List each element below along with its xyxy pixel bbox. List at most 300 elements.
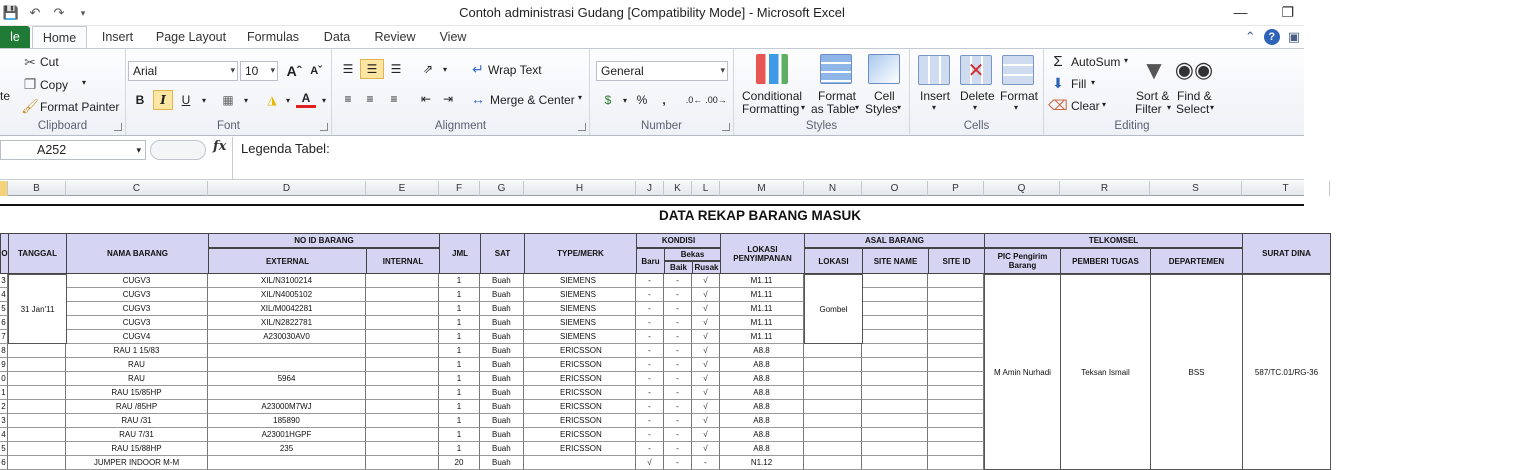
cell-lokasi[interactable]	[804, 414, 862, 428]
minimize-icon[interactable]: —	[1233, 4, 1248, 20]
cell-type-merk[interactable]: SIEMENS	[524, 302, 636, 316]
cell-jml[interactable]: 1	[439, 302, 480, 316]
cell-no[interactable]: 7	[0, 330, 8, 344]
cell-baik[interactable]: -	[664, 344, 692, 358]
cell-jml[interactable]: 1	[439, 330, 480, 344]
cell-jml[interactable]: 1	[439, 316, 480, 330]
cell-lokasi-penyimpanan[interactable]: A8.8	[720, 372, 804, 386]
column-header-p[interactable]: P	[928, 181, 984, 196]
cell-site-id[interactable]	[928, 414, 984, 428]
cell-site-id[interactable]	[928, 386, 984, 400]
align-bottom-icon[interactable]: ☰	[390, 62, 402, 76]
alignment-launcher-icon[interactable]	[578, 123, 586, 131]
cell-baik[interactable]: -	[664, 428, 692, 442]
cell-sat[interactable]: Buah	[480, 302, 524, 316]
cell-external[interactable]	[208, 386, 366, 400]
cell-external[interactable]	[208, 456, 366, 470]
cell-site-id[interactable]	[928, 344, 984, 358]
cell-site-name[interactable]	[862, 442, 928, 456]
cell-internal[interactable]	[366, 302, 439, 316]
cell-baru[interactable]: -	[636, 302, 664, 316]
cell-baru[interactable]: -	[636, 330, 664, 344]
format-painter-button[interactable]: Format Painter	[40, 100, 120, 114]
cell-lokasi[interactable]	[804, 344, 862, 358]
wrap-text-button[interactable]: Wrap Text	[488, 63, 542, 77]
cell-sat[interactable]: Buah	[480, 428, 524, 442]
sort-filter-line2[interactable]: Filter	[1135, 102, 1162, 116]
cell-sat[interactable]: Buah	[480, 456, 524, 470]
merged-surat[interactable]: 587/TC.01/RG-36	[1242, 274, 1331, 470]
cell-lokasi-penyimpanan[interactable]: A8.8	[720, 344, 804, 358]
cell-external[interactable]: 185890	[208, 414, 366, 428]
delete-cells-button[interactable]: Delete	[960, 89, 995, 103]
name-box[interactable]	[0, 140, 146, 160]
column-header-d[interactable]: D	[208, 181, 366, 196]
insert-function-icon[interactable]: fx	[213, 139, 227, 154]
cell-type-merk[interactable]: ERICSSON	[524, 386, 636, 400]
cell-jml[interactable]: 20	[439, 456, 480, 470]
column-header-c[interactable]: C	[66, 181, 208, 196]
cell-site-id[interactable]	[928, 442, 984, 456]
column-header-l[interactable]: L	[692, 181, 720, 196]
cell-tanggal[interactable]	[8, 442, 66, 456]
formula-bar-splitter[interactable]	[150, 140, 206, 160]
cell-nama-barang[interactable]: RAU 1 15/83	[66, 344, 208, 358]
cell-sat[interactable]: Buah	[480, 372, 524, 386]
font-color-icon[interactable]: A	[296, 90, 316, 108]
cell-lokasi[interactable]	[804, 442, 862, 456]
cell-lokasi-penyimpanan[interactable]: M1.11	[720, 316, 804, 330]
tab-file[interactable]: le	[0, 26, 30, 48]
cell-baru[interactable]: -	[636, 316, 664, 330]
cell-rusak[interactable]: √	[692, 344, 720, 358]
find-select-line2[interactable]: Select	[1176, 102, 1210, 116]
cell-jml[interactable]: 1	[439, 400, 480, 414]
insert-cells-button[interactable]: Insert	[920, 89, 951, 103]
cell-baik[interactable]: -	[664, 358, 692, 372]
cell-external[interactable]: A230030AV0	[208, 330, 366, 344]
underline-icon[interactable]: U	[181, 93, 191, 107]
format-as-table-line2[interactable]: as Table	[811, 102, 856, 116]
conditional-formatting-line2[interactable]: Formatting	[742, 102, 800, 116]
cell-no[interactable]: 1	[0, 386, 8, 400]
cell-no[interactable]: 8	[0, 344, 8, 358]
align-middle-icon[interactable]: ☰	[360, 59, 384, 79]
cell-site-id[interactable]	[928, 330, 984, 344]
cell-no[interactable]: 4	[0, 288, 8, 302]
cell-site-id[interactable]	[928, 456, 984, 470]
cell-nama-barang[interactable]: RAU /85HP	[66, 400, 208, 414]
cell-baru[interactable]: -	[636, 414, 664, 428]
cell-baru[interactable]: -	[636, 386, 664, 400]
cell-sat[interactable]: Buah	[480, 330, 524, 344]
cell-site-name[interactable]	[862, 414, 928, 428]
cell-baik[interactable]: -	[664, 274, 692, 288]
cell-type-merk[interactable]: SIEMENS	[524, 288, 636, 302]
tab-view[interactable]: View	[439, 30, 467, 44]
cell-site-id[interactable]	[928, 428, 984, 442]
cell-jml[interactable]: 1	[439, 288, 480, 302]
cell-no[interactable]: 5	[0, 302, 8, 316]
cell-sat[interactable]: Buah	[480, 274, 524, 288]
cell-no[interactable]: 6	[0, 456, 8, 470]
cell-internal[interactable]	[366, 344, 439, 358]
column-header-n[interactable]: N	[804, 181, 862, 196]
cell-baru[interactable]: -	[636, 274, 664, 288]
cell-baik[interactable]: -	[664, 386, 692, 400]
cell-type-merk[interactable]: SIEMENS	[524, 316, 636, 330]
column-header-a[interactable]	[0, 181, 8, 196]
merged-lokasi[interactable]: Gombel	[804, 274, 863, 344]
clipboard-launcher-icon[interactable]	[114, 123, 122, 131]
cell-lokasi[interactable]	[804, 456, 862, 470]
cell-baik[interactable]: -	[664, 400, 692, 414]
cell-site-name[interactable]	[862, 386, 928, 400]
cell-type-merk[interactable]: ERICSSON	[524, 358, 636, 372]
cell-no[interactable]: 5	[0, 442, 8, 456]
cell-type-merk[interactable]: ERICSSON	[524, 442, 636, 456]
cell-site-name[interactable]	[862, 372, 928, 386]
cell-type-merk[interactable]: ERICSSON	[524, 414, 636, 428]
cell-baik[interactable]: -	[664, 316, 692, 330]
cell-type-merk[interactable]: SIEMENS	[524, 330, 636, 344]
font-launcher-icon[interactable]	[320, 123, 328, 131]
column-header-t[interactable]: T	[1242, 181, 1330, 196]
cell-baik[interactable]: -	[664, 330, 692, 344]
cell-jml[interactable]: 1	[439, 358, 480, 372]
cell-external[interactable]: XIL/N2822781	[208, 316, 366, 330]
italic-icon[interactable]: I	[153, 90, 173, 110]
decrease-decimal-icon[interactable]: .00→	[705, 95, 727, 105]
cell-lokasi-penyimpanan[interactable]: A8.8	[720, 386, 804, 400]
cell-lokasi[interactable]	[804, 428, 862, 442]
merge-dropdown-icon[interactable]: ▾	[578, 93, 583, 102]
align-center-icon[interactable]: ≡	[366, 92, 374, 106]
restore-icon[interactable]: ❐	[1281, 4, 1294, 20]
cell-rusak[interactable]: √	[692, 288, 720, 302]
cell-no[interactable]: 4	[0, 428, 8, 442]
cell-lokasi-penyimpanan[interactable]: M1.11	[720, 330, 804, 344]
merged-departemen[interactable]: BSS	[1150, 274, 1243, 470]
cell-baik[interactable]: -	[664, 456, 692, 470]
cell-rusak[interactable]: √	[692, 386, 720, 400]
cell-site-name[interactable]	[862, 274, 928, 288]
cell-type-merk[interactable]: SIEMENS	[524, 274, 636, 288]
cell-site-name[interactable]	[862, 330, 928, 344]
cell-rusak[interactable]: √	[692, 274, 720, 288]
tab-formulas[interactable]: Formulas	[246, 30, 300, 44]
cell-nama-barang[interactable]: RAU 7/31	[66, 428, 208, 442]
copy-dropdown-icon[interactable]: ▾	[82, 78, 87, 87]
cell-rusak[interactable]: √	[692, 400, 720, 414]
cell-internal[interactable]	[366, 372, 439, 386]
cell-jml[interactable]: 1	[439, 414, 480, 428]
conditional-formatting-line1[interactable]: Conditional	[742, 89, 803, 103]
comma-style-icon[interactable]: ,	[662, 93, 666, 107]
cell-internal[interactable]	[366, 288, 439, 302]
align-top-icon[interactable]: ☰	[342, 62, 354, 76]
borders-dropdown-icon[interactable]: ▾	[243, 95, 248, 105]
fill-color-icon[interactable]: ◮	[267, 93, 277, 107]
cell-internal[interactable]	[366, 386, 439, 400]
cell-no[interactable]: 6	[0, 316, 8, 330]
column-header-j[interactable]: J	[636, 181, 664, 196]
cell-lokasi-penyimpanan[interactable]: A8.8	[720, 358, 804, 372]
cell-lokasi-penyimpanan[interactable]: A8.8	[720, 414, 804, 428]
format-as-table-line1[interactable]: Format	[818, 89, 857, 103]
accounting-format-icon[interactable]: $	[604, 93, 612, 107]
cell-baik[interactable]: -	[664, 414, 692, 428]
cell-internal[interactable]	[366, 274, 439, 288]
cell-internal[interactable]	[366, 428, 439, 442]
cell-lokasi[interactable]	[804, 400, 862, 414]
save-icon[interactable]: 💾	[2, 5, 20, 20]
column-header-r[interactable]: R	[1060, 181, 1150, 196]
cell-baru[interactable]: -	[636, 344, 664, 358]
cell-site-id[interactable]	[928, 372, 984, 386]
cell-external[interactable]	[208, 344, 366, 358]
cell-type-merk[interactable]: ERICSSON	[524, 344, 636, 358]
grow-font-icon[interactable]: Aˆ	[286, 63, 302, 79]
cell-nama-barang[interactable]: CUGV3	[66, 274, 208, 288]
cell-external[interactable]	[208, 358, 366, 372]
cell-type-merk[interactable]	[524, 456, 636, 470]
cell-lokasi-penyimpanan[interactable]: M1.11	[720, 302, 804, 316]
cell-internal[interactable]	[366, 330, 439, 344]
autosum-button[interactable]: AutoSum	[1071, 55, 1121, 69]
number-format-select[interactable]	[596, 61, 728, 81]
decrease-indent-icon[interactable]: ⇤	[420, 92, 432, 106]
cell-external[interactable]: XIL/N4005102	[208, 288, 366, 302]
column-header-s[interactable]: S	[1150, 181, 1242, 196]
cell-site-name[interactable]	[862, 302, 928, 316]
minimize-ribbon-icon[interactable]: ⌃	[1244, 29, 1256, 44]
cell-nama-barang[interactable]: CUGV3	[66, 316, 208, 330]
cell-site-name[interactable]	[862, 316, 928, 330]
cell-external[interactable]: XIL/M0042281	[208, 302, 366, 316]
fill-button[interactable]: Fill	[1071, 77, 1087, 91]
window-restore-small-icon[interactable]: ▣	[1287, 29, 1300, 44]
font-name-select[interactable]	[128, 61, 238, 81]
column-header-m[interactable]: M	[720, 181, 804, 196]
help-icon[interactable]: ?	[1264, 29, 1280, 45]
column-header-g[interactable]: G	[480, 181, 524, 196]
cell-site-name[interactable]	[862, 428, 928, 442]
column-header-q[interactable]: Q	[984, 181, 1060, 196]
customize-qat-icon[interactable]: ▾	[80, 7, 86, 18]
cell-jml[interactable]: 1	[439, 344, 480, 358]
cell-tanggal[interactable]	[8, 428, 66, 442]
column-header-h[interactable]: H	[524, 181, 636, 196]
orientation-icon[interactable]: ⇗	[422, 62, 434, 76]
cell-lokasi-penyimpanan[interactable]: A8.8	[720, 400, 804, 414]
cell-sat[interactable]: Buah	[480, 442, 524, 456]
cell-sat[interactable]: Buah	[480, 414, 524, 428]
tab-data[interactable]: Data	[323, 30, 351, 44]
cell-site-name[interactable]	[862, 344, 928, 358]
cell-nama-barang[interactable]: CUGV3	[66, 288, 208, 302]
cell-jml[interactable]: 1	[439, 442, 480, 456]
tab-page-layout[interactable]: Page Layout	[155, 30, 227, 44]
cell-rusak[interactable]: -	[692, 456, 720, 470]
cell-sat[interactable]: Buah	[480, 316, 524, 330]
merged-pemberi-tugas[interactable]: Teksan Ismail	[1060, 274, 1151, 470]
cell-nama-barang[interactable]: CUGV3	[66, 302, 208, 316]
cell-internal[interactable]	[366, 316, 439, 330]
cell-tanggal[interactable]	[8, 414, 66, 428]
align-right-icon[interactable]: ≡	[390, 92, 398, 106]
cell-lokasi-penyimpanan[interactable]: N1.12	[720, 456, 804, 470]
cell-rusak[interactable]: √	[692, 358, 720, 372]
cell-lokasi[interactable]	[804, 386, 862, 400]
fill-color-dropdown-icon[interactable]: ▾	[285, 95, 290, 105]
borders-icon[interactable]: ▦	[222, 93, 234, 107]
cell-lokasi-penyimpanan[interactable]: A8.8	[720, 442, 804, 456]
cell-lokasi-penyimpanan[interactable]: A8.8	[720, 428, 804, 442]
cell-baru[interactable]: -	[636, 288, 664, 302]
cell-nama-barang[interactable]: RAU	[66, 358, 208, 372]
copy-button[interactable]: Copy	[40, 78, 69, 92]
cell-internal[interactable]	[366, 456, 439, 470]
cell-baru[interactable]: -	[636, 372, 664, 386]
cell-internal[interactable]	[366, 414, 439, 428]
cell-lokasi[interactable]	[804, 358, 862, 372]
cell-no[interactable]: 9	[0, 358, 8, 372]
worksheet[interactable]	[0, 196, 1319, 468]
cell-rusak[interactable]: √	[692, 330, 720, 344]
cell-no[interactable]: 3	[0, 274, 8, 288]
column-header-e[interactable]: E	[366, 181, 439, 196]
cell-type-merk[interactable]: ERICSSON	[524, 428, 636, 442]
cell-baru[interactable]: -	[636, 428, 664, 442]
cell-nama-barang[interactable]: RAU /31	[66, 414, 208, 428]
cell-internal[interactable]	[366, 442, 439, 456]
cell-site-name[interactable]	[862, 456, 928, 470]
format-cells-button[interactable]: Format	[1000, 89, 1039, 103]
cell-baru[interactable]: -	[636, 400, 664, 414]
cell-baru[interactable]: √	[636, 456, 664, 470]
cell-external[interactable]: XIL/N3100214	[208, 274, 366, 288]
cell-site-id[interactable]	[928, 288, 984, 302]
column-header-f[interactable]: F	[439, 181, 480, 196]
cell-external[interactable]: 235	[208, 442, 366, 456]
cell-site-id[interactable]	[928, 358, 984, 372]
percent-style-icon[interactable]: %	[636, 93, 648, 107]
increase-decimal-icon[interactable]: .0←	[685, 95, 703, 105]
cell-external[interactable]: A23001HGPF	[208, 428, 366, 442]
cell-jml[interactable]: 1	[439, 274, 480, 288]
cell-lokasi-penyimpanan[interactable]: M1.11	[720, 288, 804, 302]
cell-rusak[interactable]: √	[692, 442, 720, 456]
cut-button[interactable]: Cut	[40, 55, 59, 69]
cell-internal[interactable]	[366, 358, 439, 372]
cell-sat[interactable]: Buah	[480, 358, 524, 372]
cell-styles-line1[interactable]: Cell	[874, 89, 895, 103]
cell-jml[interactable]: 1	[439, 372, 480, 386]
cell-tanggal[interactable]	[8, 400, 66, 414]
merged-pic-pengirim[interactable]: M Amin Nurhadi	[984, 274, 1061, 470]
column-header-o[interactable]: O	[862, 181, 928, 196]
cell-sat[interactable]: Buah	[480, 400, 524, 414]
cell-site-name[interactable]	[862, 288, 928, 302]
cell-tanggal[interactable]	[8, 372, 66, 386]
tab-home[interactable]: Home	[32, 26, 87, 49]
cell-tanggal[interactable]	[8, 456, 66, 470]
number-launcher-icon[interactable]	[722, 123, 730, 131]
cell-tanggal[interactable]	[8, 358, 66, 372]
cell-baik[interactable]: -	[664, 302, 692, 316]
cell-nama-barang[interactable]: RAU 15/88HP	[66, 442, 208, 456]
increase-indent-icon[interactable]: ⇥	[442, 92, 454, 106]
cell-rusak[interactable]: √	[692, 302, 720, 316]
column-header-b[interactable]: B	[8, 181, 66, 196]
cell-site-name[interactable]	[862, 358, 928, 372]
align-left-icon[interactable]: ≡	[344, 92, 352, 106]
cell-baik[interactable]: -	[664, 288, 692, 302]
cell-sat[interactable]: Buah	[480, 344, 524, 358]
cell-no[interactable]: 0	[0, 372, 8, 386]
paste-button[interactable]: te	[0, 89, 11, 103]
cell-site-name[interactable]	[862, 400, 928, 414]
cell-site-id[interactable]	[928, 316, 984, 330]
formula-input[interactable]: Legenda Tabel:	[232, 137, 1304, 179]
cell-nama-barang[interactable]: CUGV4	[66, 330, 208, 344]
cell-type-merk[interactable]: ERICSSON	[524, 400, 636, 414]
merge-center-button[interactable]: Merge & Center	[490, 93, 575, 107]
cell-jml[interactable]: 1	[439, 428, 480, 442]
font-color-dropdown-icon[interactable]: ▾	[321, 95, 326, 105]
cell-baru[interactable]: -	[636, 358, 664, 372]
cell-no[interactable]: 2	[0, 400, 8, 414]
cell-external[interactable]: A23000M7WJ	[208, 400, 366, 414]
column-header-k[interactable]: K	[664, 181, 692, 196]
cell-site-id[interactable]	[928, 274, 984, 288]
cell-site-id[interactable]	[928, 400, 984, 414]
cell-tanggal[interactable]	[8, 386, 66, 400]
cell-rusak[interactable]: √	[692, 414, 720, 428]
cell-sat[interactable]: Buah	[480, 386, 524, 400]
cell-baru[interactable]: -	[636, 442, 664, 456]
cell-rusak[interactable]: √	[692, 316, 720, 330]
cell-internal[interactable]	[366, 400, 439, 414]
accounting-dropdown-icon[interactable]: ▾	[622, 95, 627, 105]
cell-type-merk[interactable]: ERICSSON	[524, 372, 636, 386]
cell-rusak[interactable]: √	[692, 428, 720, 442]
tab-insert[interactable]: Insert	[101, 30, 134, 44]
merged-tanggal[interactable]: 31 Jan'11	[8, 274, 67, 344]
cell-lokasi-penyimpanan[interactable]: M1.11	[720, 274, 804, 288]
cell-baik[interactable]: -	[664, 372, 692, 386]
tab-review[interactable]: Review	[374, 30, 416, 44]
find-select-line1[interactable]: Find &	[1177, 89, 1212, 103]
cell-jml[interactable]: 1	[439, 386, 480, 400]
cell-nama-barang[interactable]: RAU	[66, 372, 208, 386]
redo-icon[interactable]: ↷	[53, 5, 65, 20]
cell-site-id[interactable]	[928, 302, 984, 316]
cell-nama-barang[interactable]: JUMPER INDOOR M-M	[66, 456, 208, 470]
underline-dropdown-icon[interactable]: ▾	[201, 95, 206, 105]
cell-baik[interactable]: -	[664, 442, 692, 456]
cell-styles-line2[interactable]: Styles	[865, 102, 898, 116]
orientation-dropdown-icon[interactable]: ▾	[442, 64, 447, 74]
cell-rusak[interactable]: √	[692, 372, 720, 386]
cell-sat[interactable]: Buah	[480, 288, 524, 302]
sort-filter-line1[interactable]: Sort &	[1136, 89, 1170, 103]
cell-tanggal[interactable]	[8, 344, 66, 358]
cell-external[interactable]: 5964	[208, 372, 366, 386]
shrink-font-icon[interactable]: Aˇ	[310, 65, 322, 77]
cell-no[interactable]: 3	[0, 414, 8, 428]
